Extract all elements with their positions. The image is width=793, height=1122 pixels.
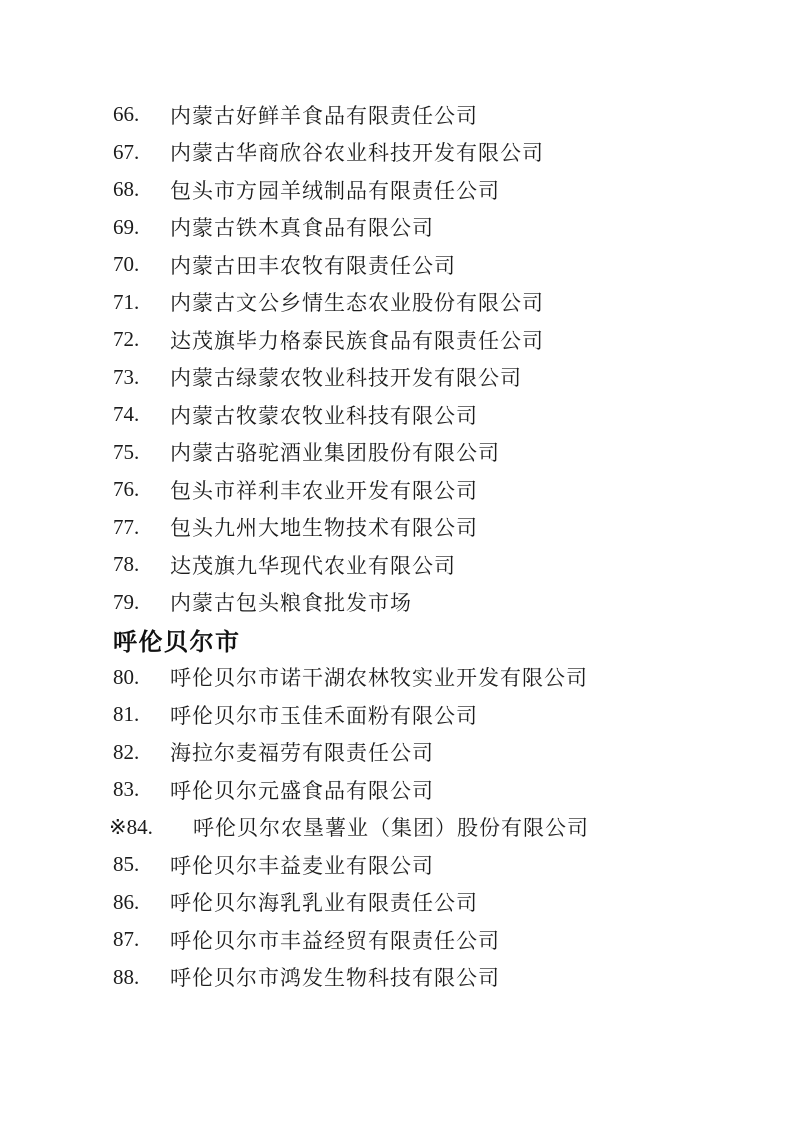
item-name: 海拉尔麦福劳有限责任公司 [170,741,434,766]
item-name: 内蒙古华商欣谷农业科技开发有限公司 [170,141,544,166]
item-name: 呼伦贝尔市诺干湖农林牧实业开发有限公司 [170,666,588,691]
list-item [113,696,753,734]
item-number: 75. [113,439,140,464]
list-item [109,809,753,847]
list-item [113,734,753,772]
item-name: 呼伦贝尔元盛食品有限公司 [170,778,434,803]
list-item [113,546,753,584]
item-name: 包头市方园羊绒制品有限责任公司 [170,178,500,203]
item-name: 内蒙古文公乡情生态农业股份有限公司 [170,291,544,316]
list-item [113,921,753,959]
list-item [113,134,753,172]
item-number: 81. [113,702,140,727]
item-name: 呼伦贝尔海乳乳业有限责任公司 [170,891,478,916]
item-number: 82. [113,739,140,764]
list-item [113,396,753,434]
item-name: 内蒙古牧蒙农牧业科技有限公司 [170,403,478,428]
item-number: 72. [113,327,140,352]
list-item [113,659,753,697]
item-number: 71. [113,289,140,314]
item-name: 呼伦贝尔市鸿发生物科技有限公司 [170,966,500,991]
item-number: ※84. [109,814,153,839]
company-list [109,96,753,996]
list-item [113,509,753,547]
item-number: 73. [113,364,140,389]
item-number: 68. [113,177,140,202]
list-item [113,584,753,622]
item-name: 内蒙古骆驼酒业集团股份有限公司 [170,441,500,466]
item-name: 包头市祥利丰农业开发有限公司 [170,478,478,503]
item-name: 呼伦贝尔农垦薯业（集团）股份有限公司 [193,816,589,841]
item-number: 76. [113,477,140,502]
list-item [113,471,753,509]
item-number: 83. [113,777,140,802]
item-name: 内蒙古铁木真食品有限公司 [170,216,434,241]
item-number: 70. [113,252,140,277]
item-number: 66. [113,102,140,127]
item-number: 86. [113,889,140,914]
item-name: 达茂旗九华现代农业有限公司 [170,553,456,578]
item-number: 88. [113,964,140,989]
item-number: 69. [113,214,140,239]
item-number: 77. [113,514,140,539]
list-item [113,884,753,922]
list-item [113,359,753,397]
item-name: 内蒙古好鲜羊食品有限责任公司 [170,103,478,128]
item-name: 内蒙古绿蒙农牧业科技开发有限公司 [170,366,522,391]
item-number: 79. [113,589,140,614]
list-item [113,846,753,884]
item-name: 呼伦贝尔市玉佳禾面粉有限公司 [170,703,478,728]
item-number: 67. [113,139,140,164]
list-item [113,321,753,359]
list-item [113,771,753,809]
list-item [113,434,753,472]
item-name: 包头九州大地生物技术有限公司 [170,516,478,541]
item-name: 达茂旗毕力格泰民族食品有限责任公司 [170,328,544,353]
item-number: 85. [113,852,140,877]
item-name: 呼伦贝尔丰益麦业有限公司 [170,853,434,878]
list-item [113,96,753,134]
item-number: 78. [113,552,140,577]
list-item [113,959,753,997]
list-item [113,171,753,209]
item-number: 74. [113,402,140,427]
list-item [113,246,753,284]
item-name: 内蒙古包头粮食批发市场 [170,591,412,616]
list-item [113,284,753,322]
item-name: 内蒙古田丰农牧有限责任公司 [170,253,456,278]
section-header: 呼伦贝尔市 [113,629,241,657]
list-item [113,209,753,247]
item-name: 呼伦贝尔市丰益经贸有限责任公司 [170,928,500,953]
item-number: 87. [113,927,140,952]
item-number: 80. [113,664,140,689]
